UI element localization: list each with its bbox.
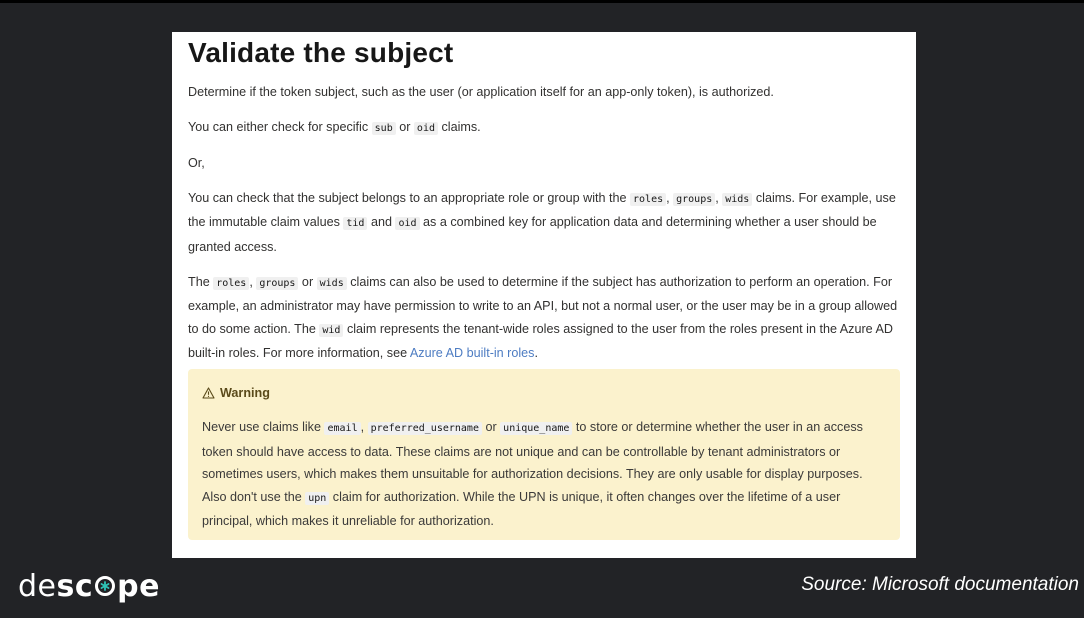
warning-title: Warning	[220, 386, 270, 400]
paragraph-claims	[188, 116, 900, 141]
text: claim for authorization. While the UPN is unique, it often changes over the lifetime of a user principal, which makes it unreliable for authorization.	[202, 489, 841, 529]
code-wids: wids	[317, 277, 347, 290]
paragraph-intro: Determine if the token subject, such as the user (or application itself for an app-only token), is authorized.	[188, 85, 774, 99]
text: Never use claims like	[202, 420, 325, 434]
warning-text	[202, 416, 886, 533]
source-caption: Source: Microsoft documentation	[801, 574, 1079, 595]
code-unique-name: unique_name	[500, 422, 572, 435]
text: claims.	[437, 119, 481, 134]
text: ,	[249, 274, 257, 289]
code-wid: wid	[319, 324, 343, 337]
text: ,	[666, 190, 674, 205]
code-oid: oid	[414, 122, 438, 135]
logo-text: pe	[117, 568, 160, 604]
logo-text: de	[18, 568, 57, 604]
code-email: email	[324, 422, 360, 435]
paragraph-or: Or,	[188, 156, 205, 171]
azure-ad-roles-link[interactable]: Azure AD built-in roles	[409, 346, 535, 361]
text: or	[395, 119, 414, 134]
code-upn: upn	[305, 492, 329, 505]
text: or	[298, 274, 317, 289]
paragraph-roles	[188, 187, 900, 259]
warning-header	[202, 385, 886, 401]
text: ,	[360, 420, 368, 434]
code-roles: roles	[213, 277, 249, 290]
code-sub: sub	[372, 122, 396, 135]
text: claims can also be used to determine if the subject has authorization to perform an operation. For example, an administrator may have permission to write to an API, but not a normal user, or the user may be in a group allowed to do some action. The	[188, 274, 898, 336]
text: You can check that the subject belongs to an appropriate role or group with the	[188, 190, 631, 205]
top-border	[0, 0, 1084, 3]
text: .	[534, 346, 538, 361]
document-panel	[172, 32, 916, 558]
code-groups: groups	[673, 193, 715, 206]
text: or	[481, 420, 501, 434]
text: and	[367, 215, 396, 230]
code-roles: roles	[630, 193, 666, 206]
code-wids: wids	[722, 193, 752, 206]
text: claim represents the tenant-wide roles assigned to the user from the roles present in the Azure AD built-in roles. For more information, see	[188, 321, 893, 361]
descope-o-icon	[94, 575, 116, 597]
paragraph-authorization	[188, 271, 900, 365]
logo-text: sc	[56, 568, 94, 604]
text: ,	[715, 190, 723, 205]
text: to store or determine whether the user in an access token should have access to data. These claims are not unique and can be controllable by tenant administrators or sometimes users, which makes them unsuitable for authorization decisions. They are only usable for display purposes. Also don't use the	[202, 420, 863, 504]
page-title: Validate the subject	[188, 37, 454, 68]
text: as a combined key for application data and determining whether a user should be granted access.	[188, 215, 877, 254]
code-groups: groups	[256, 277, 298, 290]
descope-logo	[18, 566, 160, 606]
code-tid: tid	[343, 217, 367, 230]
code-oid: oid	[395, 217, 419, 230]
warning-icon	[202, 387, 215, 399]
text: claims. For example, use the immutable claim values	[188, 190, 896, 230]
warning-callout	[188, 369, 900, 540]
text: You can either check for specific	[188, 119, 372, 134]
code-preferred-username: preferred_username	[368, 422, 482, 435]
text: The	[188, 274, 214, 289]
